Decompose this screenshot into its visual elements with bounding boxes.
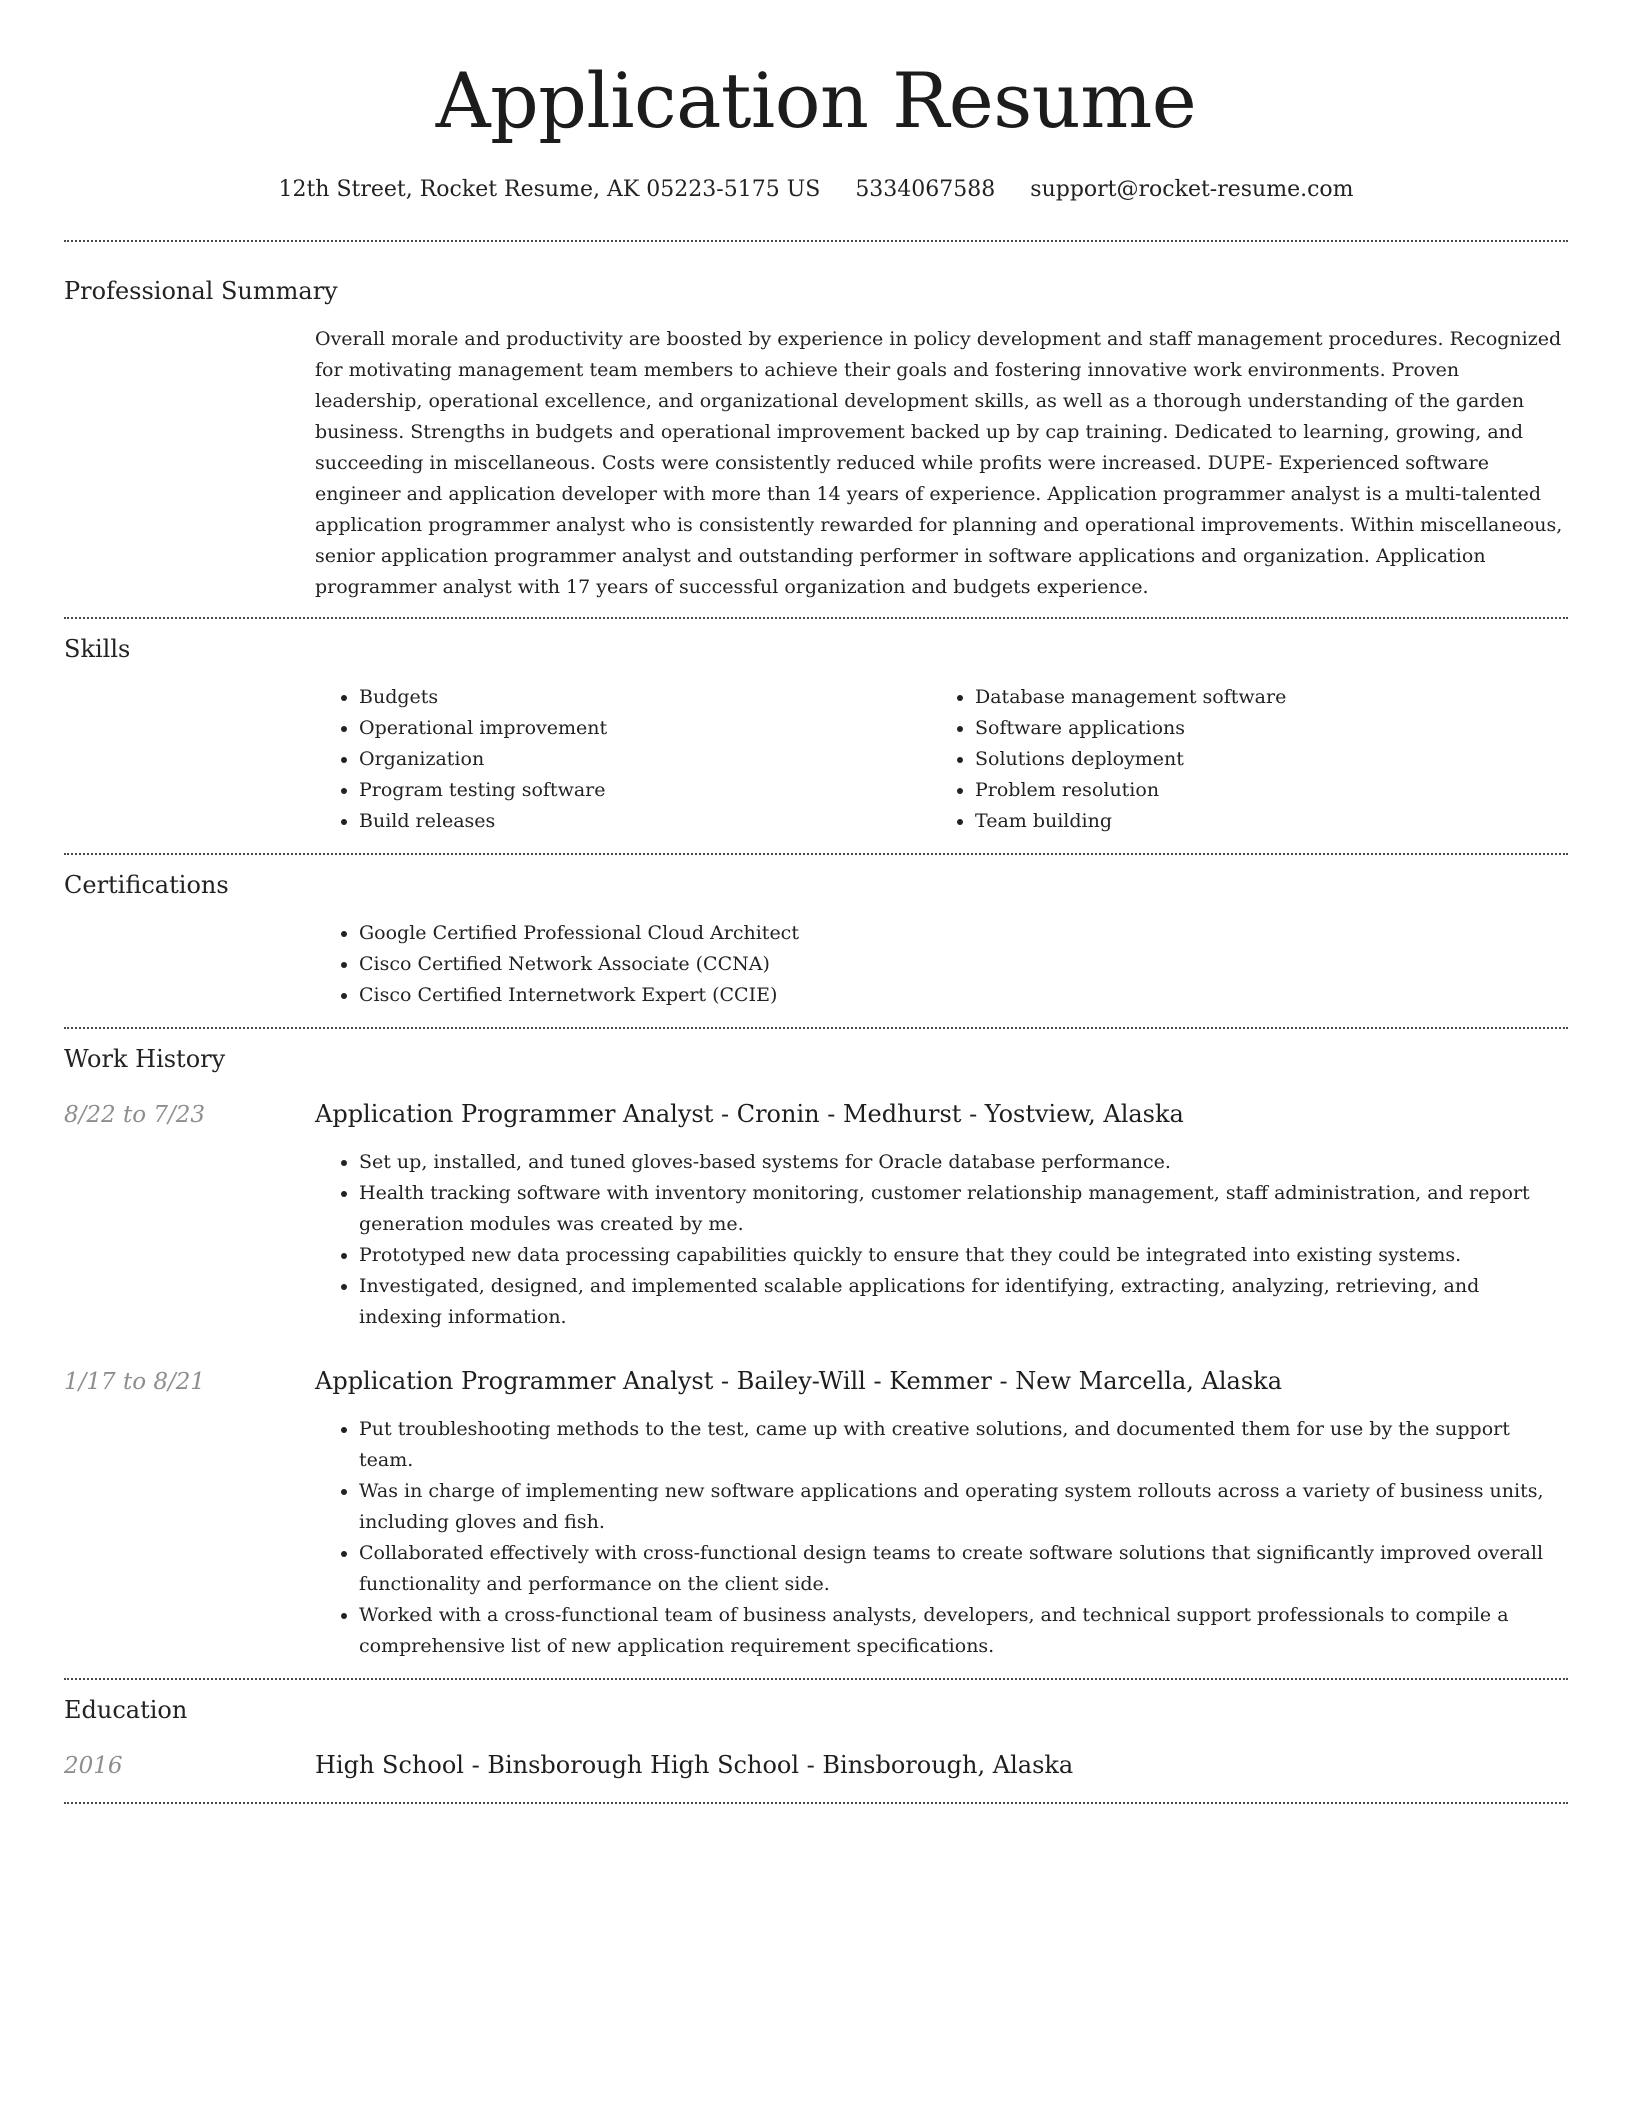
- certification-item: • Cisco Certified Network Associate (CCNA): [359, 949, 1568, 980]
- education-date: 2016: [64, 1753, 123, 1779]
- job-bullets: [315, 1414, 1568, 1662]
- skills-list-left: [315, 682, 931, 837]
- section-title-certifications: Certifications: [64, 871, 229, 899]
- education-title: High School - Binsborough High School - Binsborough, Alaska: [315, 1751, 1074, 1779]
- skills-list-right: [931, 682, 1547, 837]
- skills-grid: [315, 682, 1568, 837]
- contact-phone: 5334067588: [855, 177, 996, 202]
- summary-section: [64, 242, 1568, 617]
- resume-page: [64, 0, 1568, 1804]
- skill-item: • Budgets: [359, 682, 931, 713]
- contact-email: support@rocket-resume.com: [1030, 177, 1354, 202]
- work-history-section: [64, 1029, 1568, 1678]
- certifications-section: [64, 855, 1568, 1027]
- education-section: [64, 1680, 1568, 1802]
- job-title: Application Programmer Analyst - Cronin - Medhurst - Yostview, Alaska: [315, 1100, 1184, 1128]
- job-title: Application Programmer Analyst - Bailey-Will - Kemmer - New Marcella, Alaska: [315, 1367, 1283, 1395]
- skill-item: • Program testing software: [359, 775, 931, 806]
- contact-line: [64, 170, 1568, 210]
- job-entry: [64, 1096, 1568, 1333]
- job-bullet: • Worked with a cross-functional team of business analysts, developers, and technical support professionals to compile a comprehensive list of new application requirement specifications.: [359, 1600, 1568, 1662]
- job-header: [64, 1096, 1568, 1133]
- skill-item: • Database management software: [975, 682, 1547, 713]
- skill-item: • Solutions deployment: [975, 744, 1547, 775]
- job-bullets: [315, 1147, 1568, 1333]
- job-header: [64, 1363, 1568, 1400]
- job-bullet: • Prototyped new data processing capabilities quickly to ensure that they could be integrated into existing systems.: [359, 1240, 1568, 1271]
- section-title-summary: Professional Summary: [64, 277, 338, 305]
- skill-item: • Problem resolution: [975, 775, 1547, 806]
- certifications-list: [315, 918, 1568, 1011]
- job-bullet: • Set up, installed, and tuned gloves-based systems for Oracle database performance.: [359, 1147, 1568, 1178]
- education-entry: [64, 1747, 1568, 1784]
- skill-item: • Team building: [975, 806, 1547, 837]
- skill-item: • Operational improvement: [359, 713, 931, 744]
- job-bullet: • Put troubleshooting methods to the test, came up with creative solutions, and documented them for use by the support team.: [359, 1414, 1568, 1476]
- contact-address: 12th Street, Rocket Resume, AK 05223-5175 US: [278, 177, 821, 202]
- skill-item: • Software applications: [975, 713, 1547, 744]
- certifications-content: [315, 918, 1568, 1011]
- certification-item: • Google Certified Professional Cloud Architect: [359, 918, 1568, 949]
- skill-item: • Organization: [359, 744, 931, 775]
- divider: [64, 1802, 1568, 1804]
- job-bullet: • Investigated, designed, and implemented scalable applications for identifying, extracting, analyzing, retrieving, and indexing information.: [359, 1271, 1568, 1333]
- resume-name: Application Resume: [435, 56, 1197, 145]
- job-dates: 8/22 to 7/23: [64, 1102, 206, 1128]
- skills-section: [64, 619, 1568, 853]
- section-title-education: Education: [64, 1696, 188, 1724]
- skill-item: • Build releases: [359, 806, 931, 837]
- job-bullet: • Was in charge of implementing new software applications and operating system rollouts across a variety of business units, including gloves and fish.: [359, 1476, 1568, 1538]
- job-dates: 1/17 to 8/21: [64, 1369, 206, 1395]
- certification-item: • Cisco Certified Internetwork Expert (CCIE): [359, 980, 1568, 1011]
- summary-text: Overall morale and productivity are boosted by experience in policy development and staff management procedures. Recognized for motivating management team members to achieve their goals and fostering innovative work environments. Proven leadership, operational excellence, and organizational development skills, as well as a thorough understanding of the garden business. Strengths in budgets and operational improvement backed up by cap training. Dedicated to learning, growing, and succeeding in miscellaneous. Costs were consistently reduced while profits were increased. DUPE- Experienced software engineer and application developer with more than 14 years of experience. Application programmer analyst is a multi-talented application programmer analyst who is consistently rewarded for planning and operational improvements. Within miscellaneous, senior application programmer analyst and outstanding performer in software applications and organization. Application programmer analyst with 17 years of successful organization and budgets experience.: [315, 328, 1563, 598]
- job-entry: [64, 1363, 1568, 1662]
- job-bullet: • Collaborated effectively with cross-functional design teams to create software solutions that significantly improved overall functionality and performance on the client side.: [359, 1538, 1568, 1600]
- summary-content: [315, 324, 1568, 603]
- job-bullet: • Health tracking software with inventory monitoring, customer relationship management, staff administration, and report generation modules was created by me.: [359, 1178, 1568, 1240]
- section-title-skills: Skills: [64, 635, 131, 663]
- section-title-work-history: Work History: [64, 1045, 226, 1073]
